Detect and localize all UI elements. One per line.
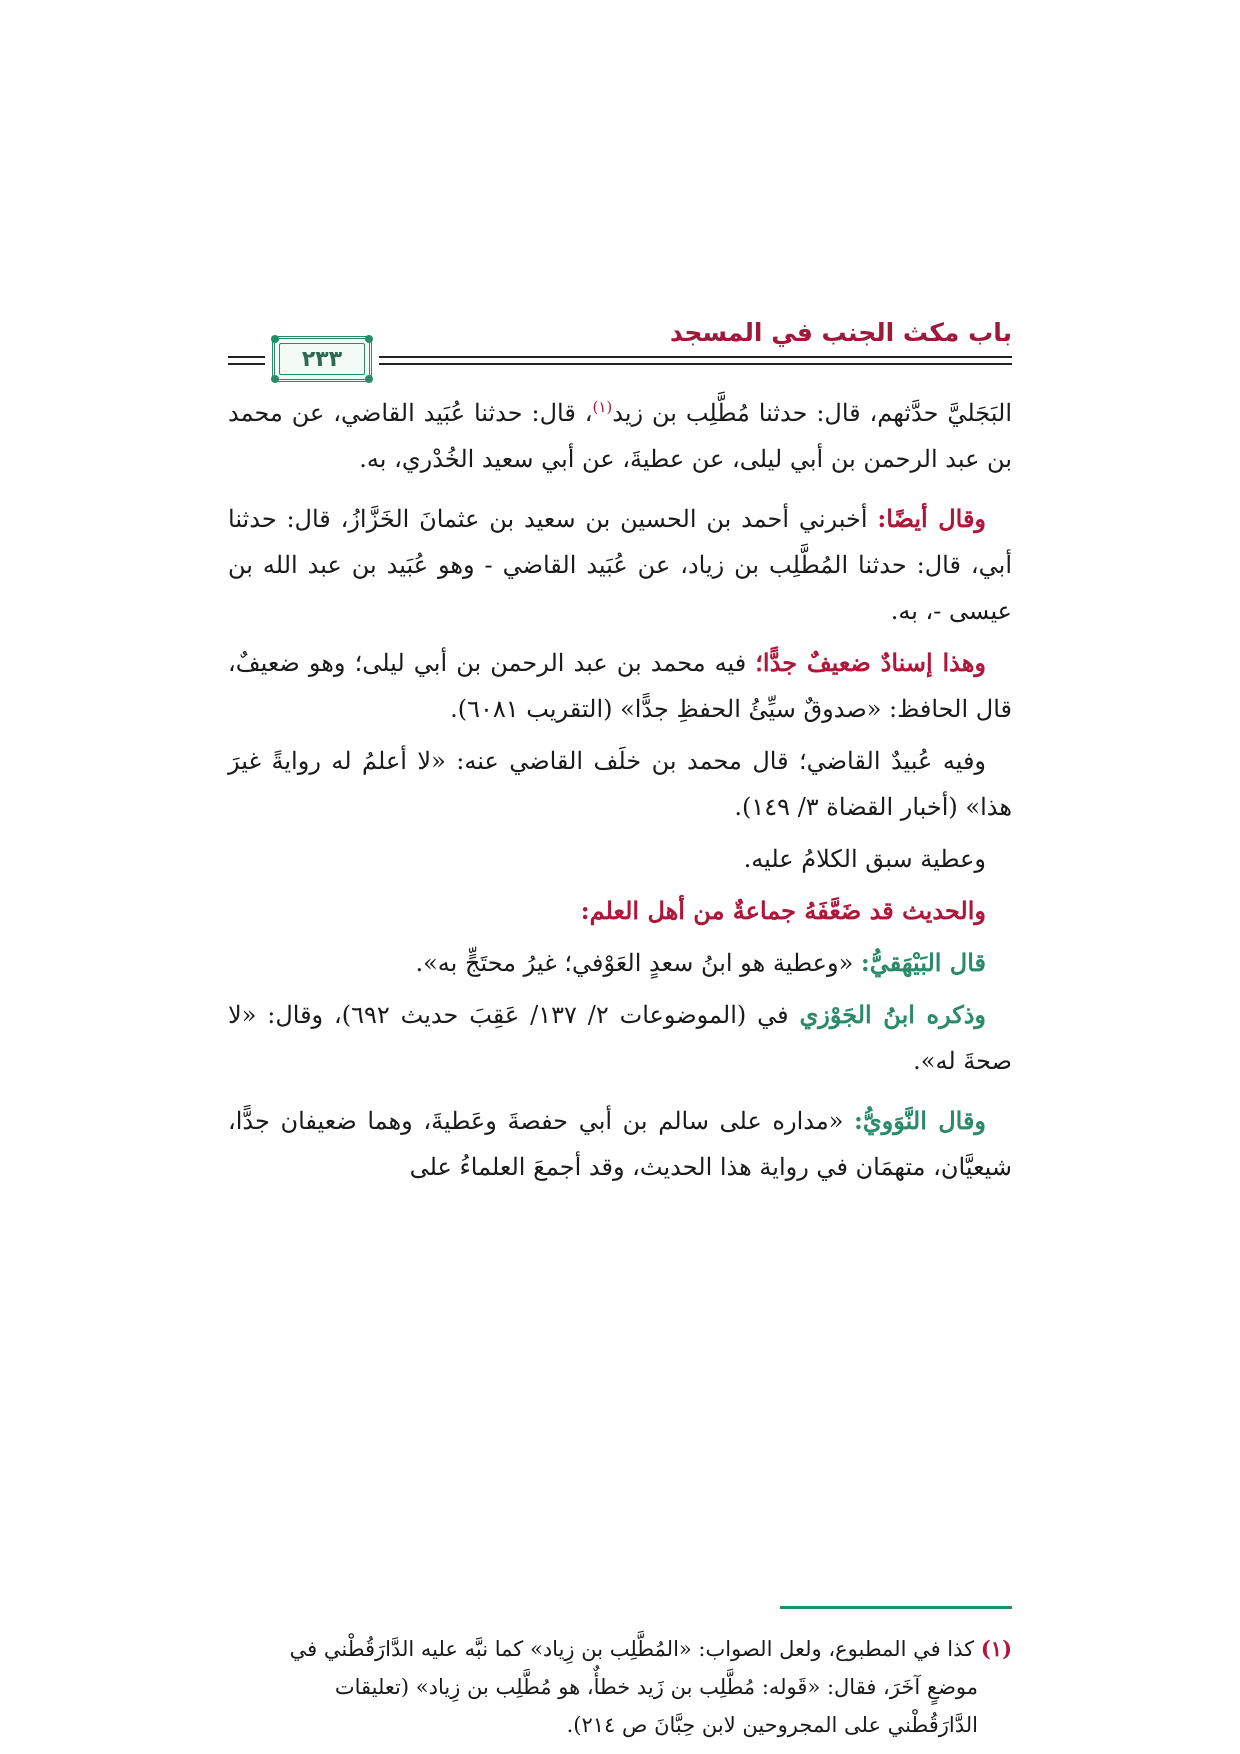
paragraph-1: البَجَليَّ حدَّثهم، قال: حدثنا مُطَّلِب بن زيد$^{(١)}$، قال: حدثنا عُبَيد القاضي، عن محمد بن عبد الرحمن بن أبي ليلى، عن عطيةَ، عن أبي سعيد الخُدْري، به. [228, 398, 1012, 473]
paragraph-8-lead: وذكره ابنُ الجَوْزي [799, 1000, 987, 1029]
paragraph-4: وفيه عُبيدٌ القاضي؛ قال محمد بن خلَف القاضي عنه: «لا أعلمُ له روايةً غيرَ هذا» (أخبار القضاة ٣/ ١٤٩). [228, 747, 1012, 821]
page-number: ٢٣٣ [301, 346, 343, 372]
page-number-badge [265, 330, 379, 388]
page-header [228, 318, 1012, 372]
ornamental-frame-icon [272, 336, 372, 382]
paragraph-3: وهذا إسنادٌ ضعيفٌ جدًّا؛ فيه محمد بن عبد الرحمن بن أبي ليلى؛ وهو ضعيفٌ، قال الحافظ: «صدوقٌ سيِّئُ الحفظِ جدًّا» (التقريب ٦٠٨١). [228, 648, 1012, 723]
footnote-separator [780, 1606, 1012, 1609]
paragraph-8: وذكره ابنُ الجَوْزي في (الموضوعات ٢/ ١٣٧/ عَقِبَ حديث ٦٩٢)، وقال: «لا صحةَ له». [228, 1000, 1012, 1075]
footnote-line-1: (١) كذا في المطبوع، ولعل الصواب: «المُطَّلِب بن زِياد» كما نبَّه عليه الدَّارَقُطْني في [289, 1636, 1012, 1661]
paragraph-5: وعطية سبق الكلامُ عليه. [743, 845, 986, 873]
section-heading: والحديث قد ضَعَّفَهُ جماعةٌ من أهل العلم: [580, 896, 986, 925]
paragraph-9-lead: وقال النَّوَويُّ: [854, 1106, 987, 1135]
paragraph-7: قال البَيْهَقيُّ: «وعطية هو ابنُ سعدٍ العَوْفي؛ غيرُ محتَجٍّ به». [415, 948, 986, 977]
footnote-ref[interactable]: (١) [592, 398, 613, 416]
paragraph-2-lead: وقال أيضًا: [877, 504, 987, 533]
main-text [228, 390, 1012, 1190]
chapter-title: باب مكث الجنب في المسجد [669, 318, 1012, 347]
paragraph-9: وقال النَّوَويُّ: «مداره على سالم بن أبي حفصةَ وعَطيةَ، وهما ضعيفان جدًّا، شيعيَّان، متهمَان في رواية هذا الحديث، وقد أجمعَ العلماءُ على [228, 1106, 1012, 1181]
paragraph-3-lead: وهذا إسنادٌ ضعيفٌ جدًّا؛ [755, 648, 986, 677]
paragraph-7-lead: قال البَيْهَقيُّ: [860, 948, 986, 977]
paragraph-2: وقال أيضًا: أخبرني أحمد بن الحسين بن سعيد بن عثمانَ الخَزَّازُ، قال: حدثنا أبي، قال: حدثنا المُطَّلِب بن زياد، عن عُبَيد القاضي - وهو عُبَيد بن عبد الله بن عيسى -، به. [228, 504, 1013, 625]
footnote-number: (١) [980, 1636, 1012, 1661]
footnote [228, 1630, 1012, 1744]
footnote-line-3: الدَّارَقُطْني على المجروحين لابن حِبَّانَ ص ٢١٤). [566, 1713, 978, 1737]
footnote-line-2: موضعٍ آخَرَ، فقال: «قَوله: مُطَّلِب بن زَيد خطأٌ، هو مُطَّلِب بن زِياد» (تعليقات [334, 1675, 978, 1699]
